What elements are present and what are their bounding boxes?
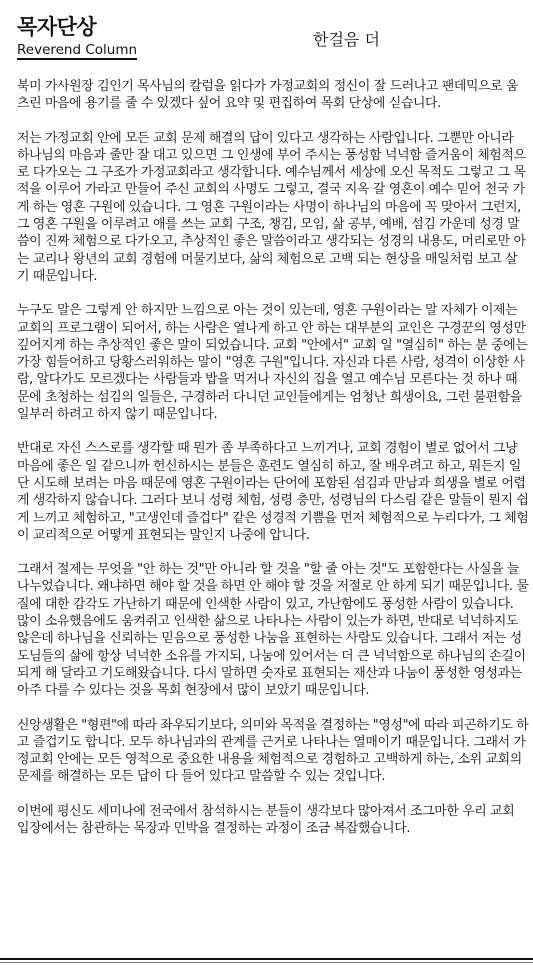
column-title-english: Reverend Column — [17, 42, 138, 58]
paragraph-3: 누구도 말은 그렇게 안 하지만 느낌으로 아는 것이 있는데, 영혼 구원이라는 말 자체가 이제는 교회의 프로그램이 되어서, 하는 사람은 열나게 하고 안 하는 대부분의 교인은 구경꾼의 영성만 깊어지게 하는 추상적인 좋은 말이 되었습니다. 교회 "안에서" 교회 일 "열심히" 하는 분 중에는 가장 힘들어하고 당황스러워하는 말이 "영혼 구원"입니다. 자신과 다른 사람, 성격이 이상한 사람, 알다가도 모르겠다는 사람들과 밥을 먹거나 자신의 집을 열고 예수님 모른다는 것 하나 때문에 초청하는 섬김의 일들은, 구경하러 다니던 교인들에게는 엄청난 희생이요, 그런 불편함을 일부러 하려고 하지 않기 때문입니다. — [17, 303, 528, 423]
bottom-divider — [0, 958, 533, 960]
paragraph-7: 이번에 평신도 세미나에 전국에서 참석하시는 분들이 생각보다 많아져서 조그마한 우리 교회 입장에서는 참관하는 목장과 민박을 결정하는 과정이 조금 복잡했습니다. — [17, 803, 515, 836]
paragraph-2: 저는 가정교회 안에 모든 교회 문제 해결의 답이 있다고 생각하는 사람입니다. 그뿐만 아니라 하나님의 마음과 줄만 잘 대고 있으면 그 인생에 부어 주시는 풍성함 넉넉함 즐거움이 체험적으로 다가오는 그 구조가 가정교회라고 생각합니다. 예수님께서 세상에 오신 목적도 그렇고 그 목적을 이루어 가라고 만들어 주신 교회의 사명도 그렇고, 결국 지옥 갈 영혼이 예수 믿어 천국 가게 하는 영혼 구원에 있습니다. 그 영혼 구원이라는 사명이 하나님의 마음에 꼭 맞아서 그런지, 그 영혼 구원을 이루려고 애를 쓰는 교회 구조, 챙김, 모임, 삶 공부, 예배, 섬김 가운데 성경 말씀이 진짜 체험으로 다가오고, 추상적인 좋은 말씀이라고 생각되는 성경의 내용도, 머리로만 아는 교리나 왕년의 교회 경험에 머물기보다, 삶의 체험으로 고백 되는 현상을 매일처럼 보고 살기 때문입니다. — [17, 130, 526, 284]
paragraph-5: 그래서 절제는 무엇을 "안 하는 것"만 아니라 할 것을 "할 줄 아는 것"도 포함한다는 사실을 늘 나누었습니다. 왜냐하면 해야 할 것을 하면 안 해야 할 것을 저절로 안 하게 되기 때문입니다. 물질에 대한 감각도 가난하기 때문에 인색한 사람이 있고, 가난함에도 풍성한 사람이 있습니다. 많이 소유했음에도 움켜쥐고 인색한 삶으로 나타나는 사람이 있는가 하면, 반대로 넉넉하지도 않은데 하나님을 신뢰하는 믿음으로 풍성한 나눔을 표현하는 사람도 있습니다. 그래서 저는 성도님들의 삶에 항상 넉넉한 소유를 가지되, 나눔에 있어서는 더 큰 넉넉함으로 하나님의 손길이 되게 해 달라고 기도해왔습니다. 다시 말하면 숫자로 표현되는 재산과 나눔이 풍성한 영성과는 아주 다를 수 있다는 것을 목회 현장에서 많이 보았기 때문입니다. — [17, 562, 529, 699]
paragraph-6: 신앙생활은 "형편"에 따라 좌우되기보다, 의미와 목적을 결정하는 "영성"에 따라 피곤하기도 하고 즐겁기도 합니다. 모두 하나님과의 관계를 근거로 나타나는 열매이기 때문입니다. 그래서 가정교회 안에는 모든 영적으로 중요한 내용을 체험적으로 경험하고 고백하게 하는, 소위 교회의 문제를 해결하는 모든 답이 다 들어 있다고 말씀할 수 있는 것입니다. — [17, 717, 529, 785]
paragraph-4: 반대로 자신 스스로를 생각할 때 뭔가 좀 부족하다고 느끼거나, 교회 경험이 별로 없어서 그냥 마음에 좋은 일 같으니까 헌신하시는 분들은 훈련도 열심히 하고, 잘 배우려고 하고, 뭐든지 일단 시도해 보려는 마음 때문에 영혼 구원이라는 단어에 포함된 섬김과 만남과 희생을 별로 어렵게 생각하지 않습니다. 그러다 보니 성령 체험, 성령 충만, 성령님의 다스림 같은 말들이 뭔지 쉽게 느끼고 체험하고, "고생인데 즐겁다" 같은 성경적 기쁨을 먼저 체험적으로 누리다가, 그 체험이 교리적으로 어떻게 표현되는 말인지 나중에 압니다. — [17, 441, 529, 543]
article-body — [17, 78, 529, 958]
paragraph-1: 북미 가사원장 김인기 목사님의 칼럼을 읽다가 가정교회의 정신이 잘 드러나고 팬데믹으로 움츠린 마음에 용기를 줄 수 있겠다 싶어 요약 및 편집하여 목회 단상에 싣습니다. — [17, 79, 519, 112]
column-header — [0, 0, 533, 64]
bottom-divider-thin — [0, 962, 533, 963]
article-subtitle: 한걸음 더 — [313, 30, 380, 49]
title-underline — [17, 58, 137, 60]
column-title: 목자단상 — [17, 15, 97, 39]
